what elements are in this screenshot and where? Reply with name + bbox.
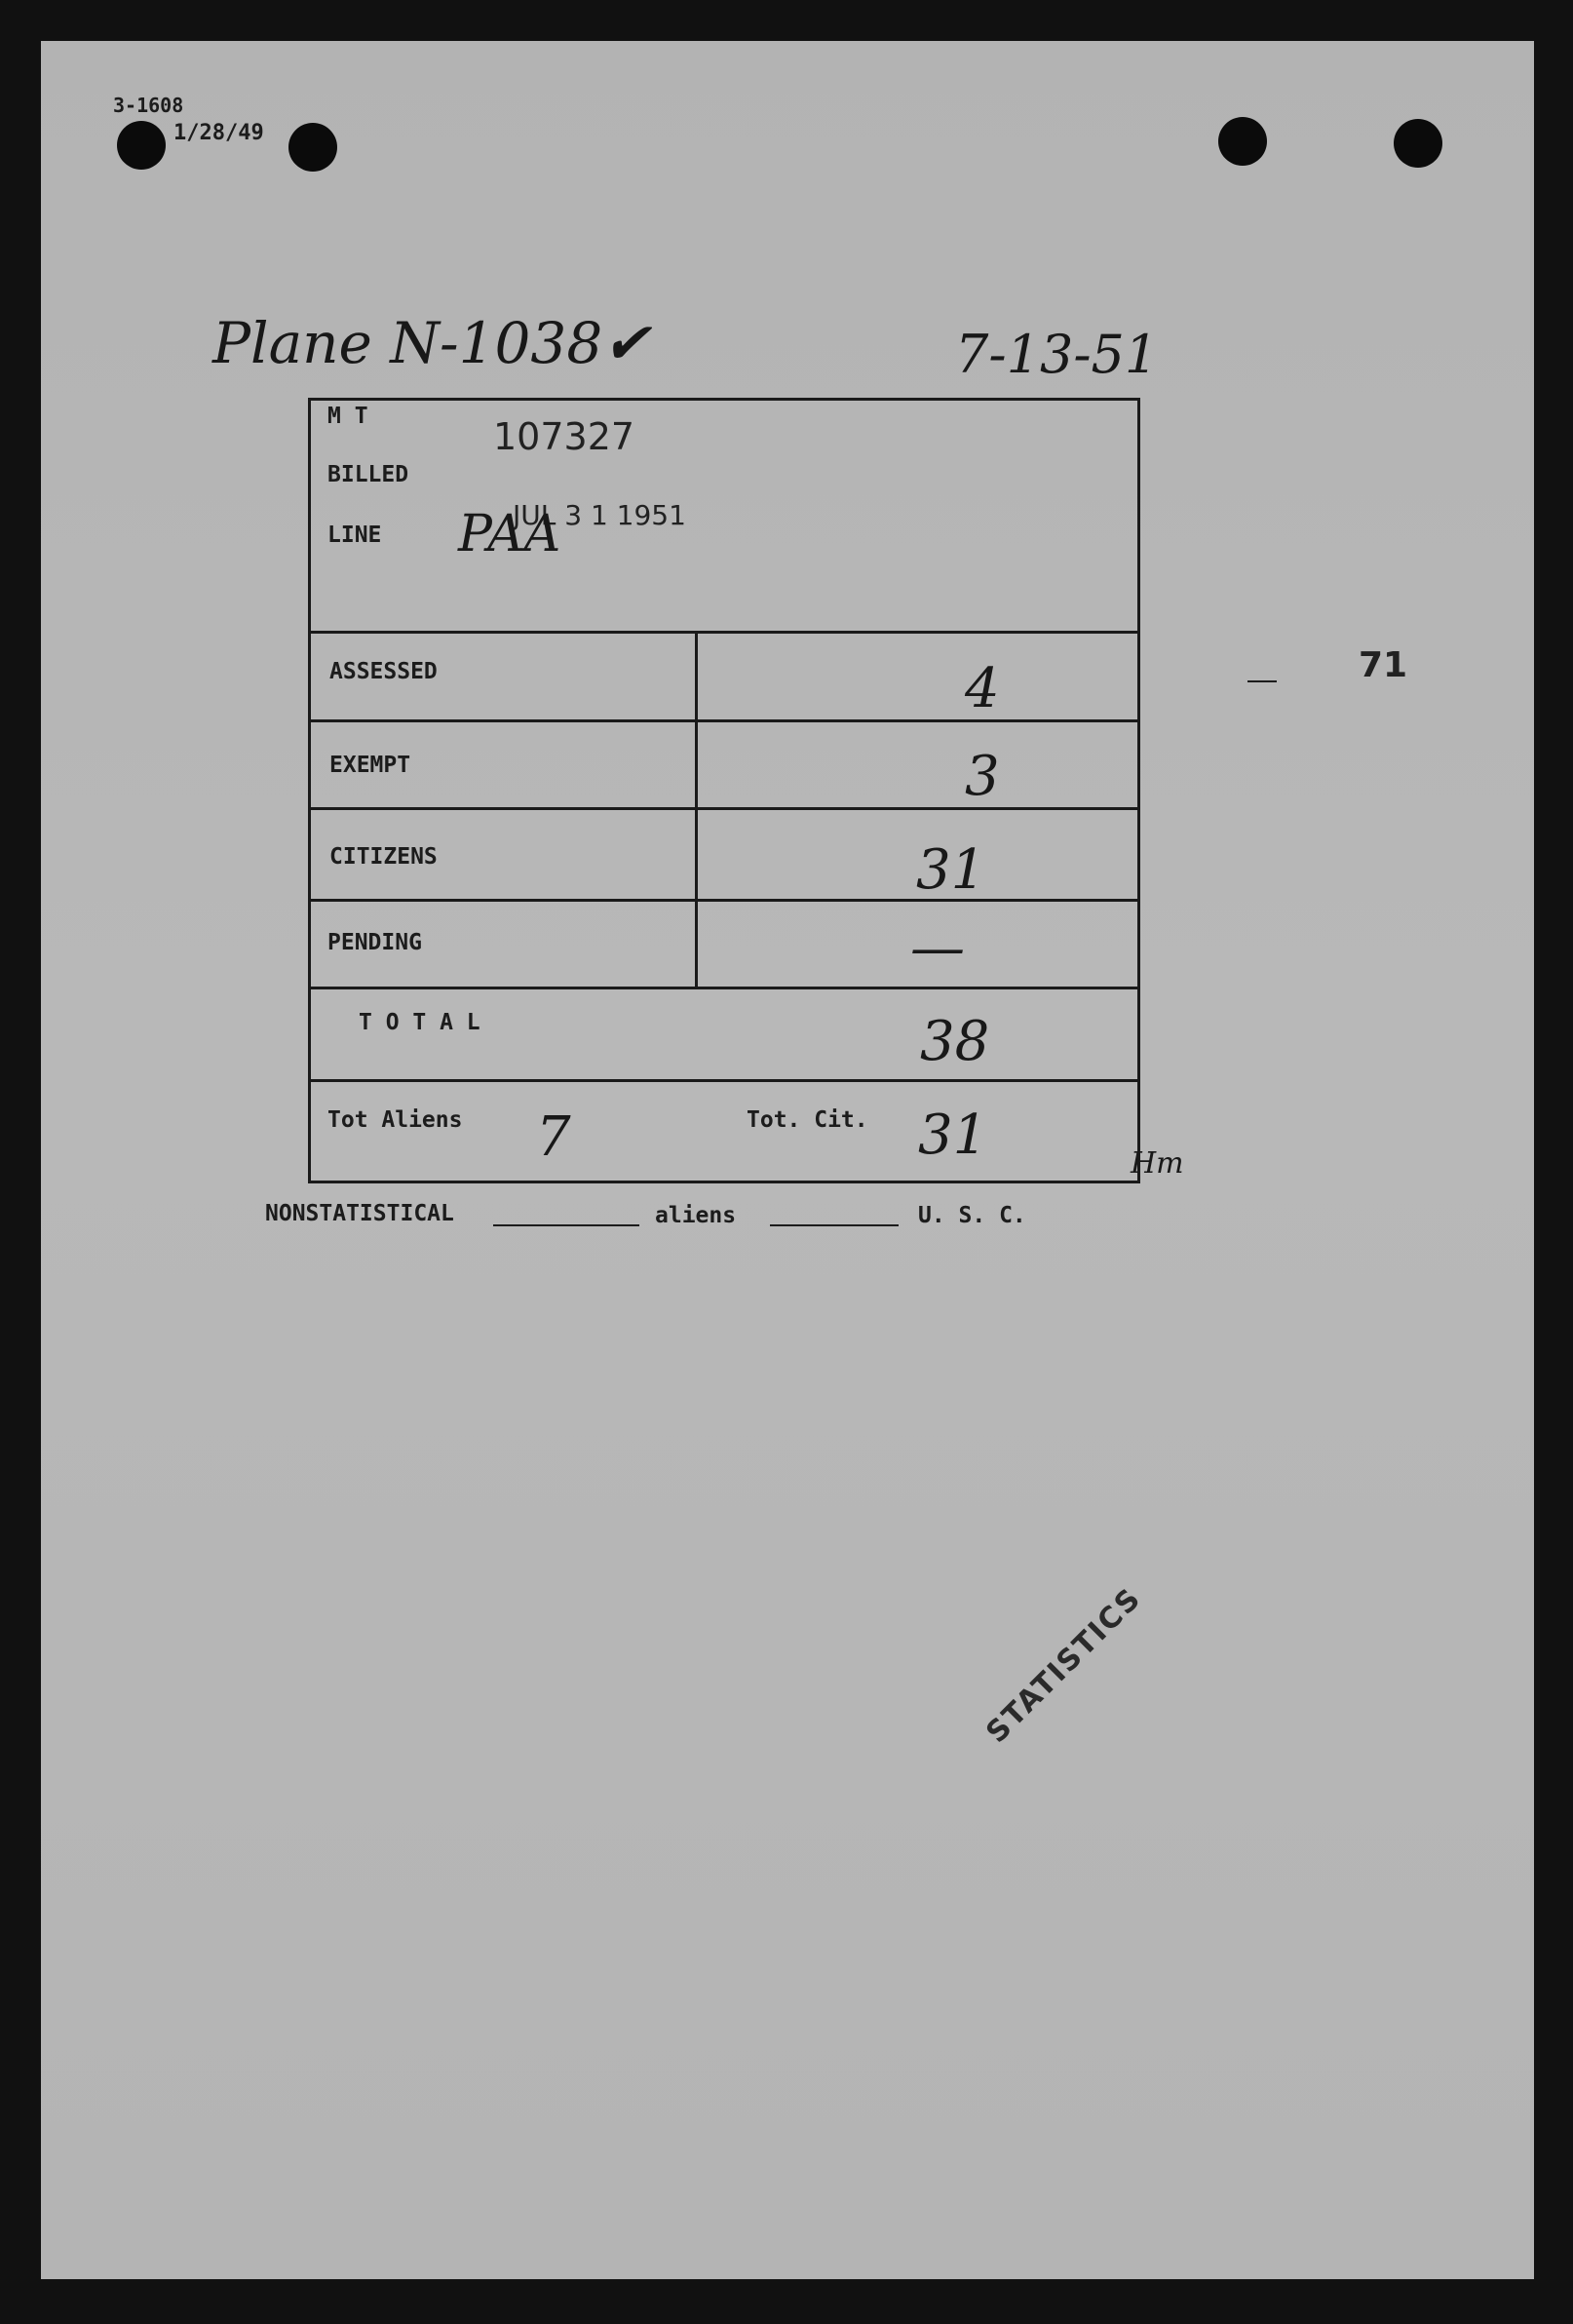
manifest-form <box>308 398 1140 1183</box>
tot-cit-label: Tot. Cit. <box>747 1107 868 1133</box>
initials: Hm <box>1131 1146 1184 1181</box>
line-value: PAA <box>458 505 561 563</box>
tot-aliens-value: 7 <box>536 1105 571 1169</box>
pending-label: PENDING <box>327 930 422 955</box>
mt-number: 107327 <box>493 415 635 458</box>
assessed-value: 4 <box>965 657 1000 720</box>
margin-number: 71 <box>1359 645 1408 685</box>
citizens-label: CITIZENS <box>329 844 438 870</box>
nonstat-blank-2 <box>770 1224 899 1226</box>
pending-value: — <box>910 916 965 980</box>
statistics-stamp: STATISTICS <box>979 1580 1149 1750</box>
nonstatistical-label: NONSTATISTICAL <box>265 1201 454 1226</box>
exempt-value: 3 <box>965 745 1000 808</box>
form-date: 1/28/49 <box>173 121 264 145</box>
punch-hole-left-2 <box>288 123 337 172</box>
total-label: T O T A L <box>359 1010 480 1035</box>
nonstat-blank-1 <box>493 1224 639 1226</box>
assessed-label: ASSESSED <box>329 659 438 684</box>
total-value: 38 <box>920 1010 990 1073</box>
tot-cit-value: 31 <box>918 1104 988 1167</box>
margin-dash <box>1247 680 1277 682</box>
nonstat-usc: U. S. C. <box>918 1203 1026 1228</box>
date-heading: 7-13-51 <box>955 324 1159 385</box>
billed-label: BILLED <box>327 462 409 487</box>
form-code: 3-1608 <box>113 94 184 117</box>
punch-hole-right-2 <box>1394 119 1442 168</box>
citizens-value: 31 <box>916 838 986 902</box>
plane-heading: Plane N-1038✔ <box>212 310 650 376</box>
exempt-label: EXEMPT <box>329 753 411 778</box>
punch-hole-left <box>117 121 166 170</box>
punch-hole-right-1 <box>1218 117 1267 166</box>
nonstat-aliens: aliens <box>655 1203 737 1228</box>
mt-label: M T <box>327 404 368 429</box>
line-label: LINE <box>327 523 382 548</box>
tot-aliens-label: Tot Aliens <box>327 1107 463 1133</box>
billed-date: JUL 3 1 1951 <box>513 499 686 531</box>
